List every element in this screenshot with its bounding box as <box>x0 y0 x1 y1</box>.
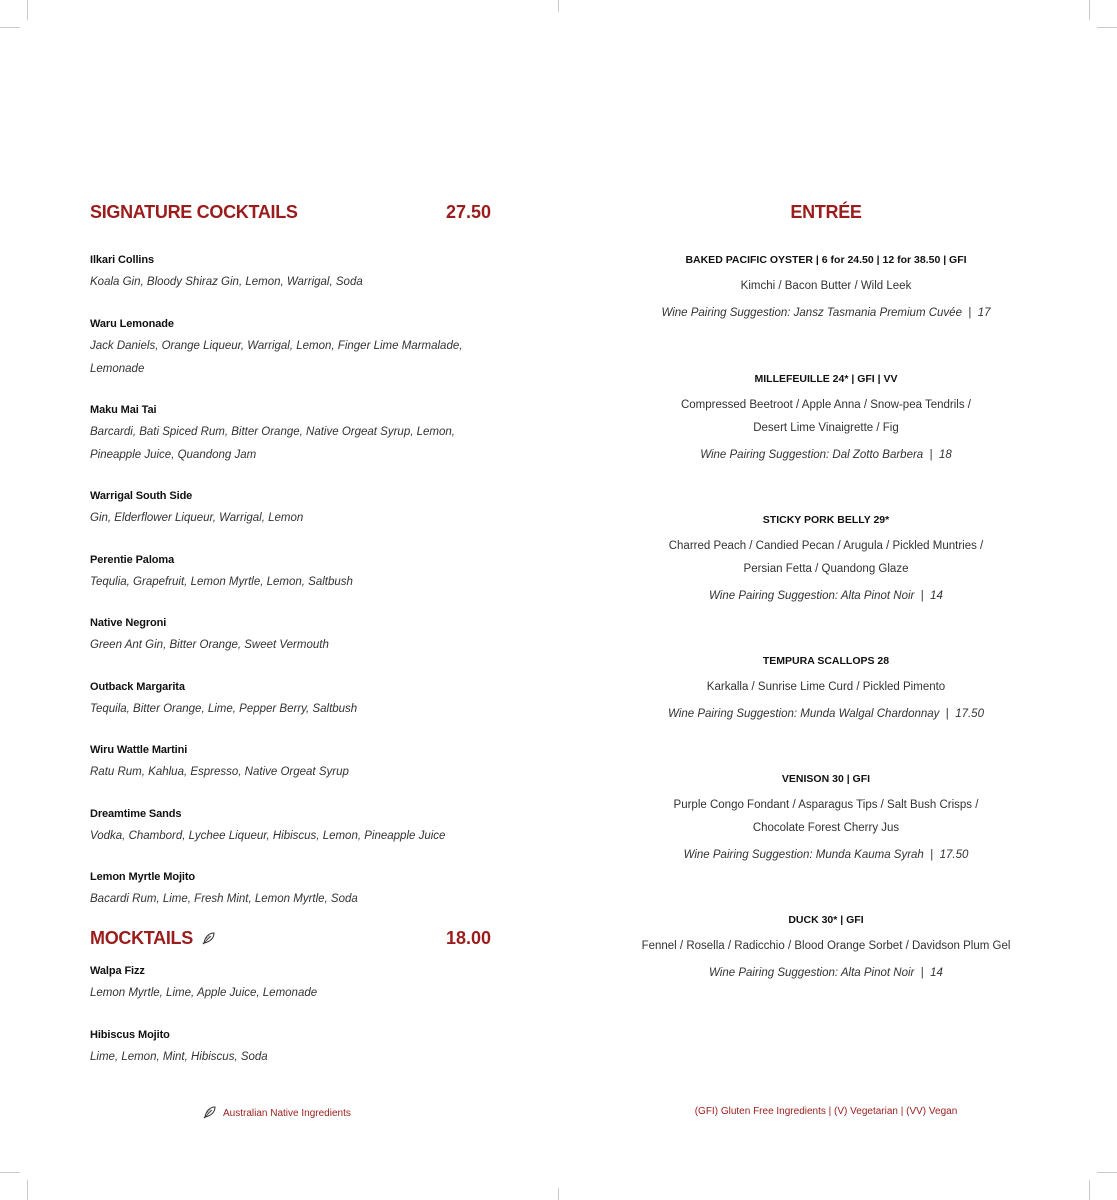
cocktail-ingredients: Koala Gin, Bloody Shiraz Gin, Lemon, Warrigal, Soda <box>90 276 363 288</box>
cocktail-item <box>90 807 490 848</box>
wine-pairing-text: Wine Pairing Suggestion: Dal Zotto Barbera <box>700 449 924 461</box>
mocktail-ingredients: Lime, Lemon, Mint, Hibiscus, Soda <box>90 1051 268 1063</box>
cocktail-ingredients: Green Ant Gin, Bitter Orange, Sweet Vermouth <box>90 639 329 651</box>
mocktail-name: Hibiscus Mojito <box>90 1029 170 1041</box>
cocktail-name: Wiru Wattle Martini <box>90 744 188 756</box>
mocktail-item <box>90 1028 490 1069</box>
wine-pairing-price: 17.50 <box>939 849 969 861</box>
dish-description: Charred Peach / Candied Pecan / Arugula / Pickled Muntries / Persian Fetta / Quandong Glaze <box>668 540 984 575</box>
cocktail-ingredients: Jack Daniels, Orange Liqueur, Warrigal, Lemon, Finger Lime Marmalade, Lemonade <box>90 340 463 375</box>
mocktails-price: 18.00 <box>446 928 492 948</box>
cocktail-item <box>90 489 490 530</box>
dish-wine-pairing: Wine Pairing Suggestion: Alta Pinot Noir | 14 <box>709 967 943 979</box>
mocktails-heading: MOCKTAILS <box>90 928 193 948</box>
cocktail-item <box>90 553 490 594</box>
dish-wine-pairing: Wine Pairing Suggestion: Munda Walgal Chardonnay | 17.50 <box>668 708 984 720</box>
dietary-legend: (GFI) Gluten Free Ingredients | (V) Vegetarian | (VV) Vegan <box>694 1106 958 1117</box>
cocktail-item <box>90 680 490 721</box>
entree-column <box>600 0 1052 1200</box>
crop-mark-top-center <box>558 0 559 12</box>
wine-pairing-price: 14 <box>930 967 943 979</box>
dish-title: DUCK 30* | GFI <box>788 914 864 926</box>
cocktail-ingredients: Vodka, Chambord, Lychee Liqueur, Hibiscus, Lemon, Pineapple Juice <box>90 830 446 842</box>
cocktail-ingredients: Ratu Rum, Kahlua, Espresso, Native Orgeat Syrup <box>90 766 349 778</box>
wine-pairing-text: Wine Pairing Suggestion: Jansz Tasmania Premium Cuvée <box>661 307 962 319</box>
crop-mark-top-left <box>27 0 28 20</box>
cocktail-item <box>90 870 490 911</box>
signature-cocktails-price: 27.50 <box>446 202 492 222</box>
dish-title: MILLEFEUILLE 24* | GFI | VV <box>754 373 898 385</box>
cocktail-ingredients: Tequila, Bitter Orange, Lime, Pepper Berry, Saltbush <box>90 703 358 715</box>
cocktail-ingredients: Barcardi, Bati Spiced Rum, Bitter Orange, Native Orgeat Syrup, Lemon, Pineapple Juice, Quandong Jam <box>90 426 455 461</box>
cocktail-name: Dreamtime Sands <box>90 808 182 820</box>
cocktail-ingredients: Bacardi Rum, Lime, Fresh Mint, Lemon Myrtle, Soda <box>90 893 358 905</box>
crop-mark-bottom-center <box>558 1188 559 1200</box>
dish-description: Fennel / Rosella / Radicchio / Blood Orange Sorbet / Davidson Plum Gel <box>641 940 1011 952</box>
entree-heading: ENTRÉE <box>790 202 862 222</box>
wine-pairing-price: 18 <box>938 449 952 461</box>
cocktail-name: Warrigal South Side <box>90 490 193 502</box>
mocktail-ingredients: Lemon Myrtle, Lime, Apple Juice, Lemonade <box>90 987 318 999</box>
mocktail-name: Walpa Fizz <box>90 965 145 977</box>
mocktail-item <box>90 964 490 1005</box>
cocktail-ingredients: Tequlia, Grapefruit, Lemon Myrtle, Lemon, Saltbush <box>90 576 353 588</box>
cocktail-name: Waru Lemonade <box>90 318 174 330</box>
wine-pairing-price: 17 <box>977 307 991 319</box>
cocktail-item <box>90 253 490 294</box>
wine-pairing-price: 14 <box>930 590 943 602</box>
entree-dish <box>600 513 1052 603</box>
dish-wine-pairing: Wine Pairing Suggestion: Jansz Tasmania Premium Cuvée | 17 <box>661 307 991 319</box>
cocktail-item <box>90 317 485 381</box>
crop-mark-bottom-left-h <box>0 1172 20 1173</box>
dish-title: STICKY PORK BELLY 29* <box>762 514 890 526</box>
native-ingredients-label: Australian Native Ingredients <box>223 1108 351 1120</box>
cocktail-name: Native Negroni <box>90 617 167 629</box>
dish-title: BAKED PACIFIC OYSTER | 6 for 24.50 | 12 for 38.50 | GFI <box>685 254 967 266</box>
dish-wine-pairing: Wine Pairing Suggestion: Dal Zotto Barbera | 18 <box>700 449 952 461</box>
crop-mark-bottom-left <box>27 1180 28 1200</box>
wine-pairing-text: Wine Pairing Suggestion: Munda Walgal Chardonnay <box>668 708 940 720</box>
entree-dish <box>600 913 1052 980</box>
leaf-icon <box>202 929 216 950</box>
wine-pairing-text: Wine Pairing Suggestion: Alta Pinot Noir <box>709 590 915 602</box>
cocktail-name: Outback Margarita <box>90 681 185 693</box>
cocktail-item <box>90 403 485 467</box>
cocktail-name: Maku Mai Tai <box>90 404 157 416</box>
crop-mark-bottom-right-h <box>1097 1172 1117 1173</box>
cocktail-name: Perentie Paloma <box>90 554 175 566</box>
dish-wine-pairing: Wine Pairing Suggestion: Munda Kauma Syrah | 17.50 <box>683 849 969 861</box>
cocktail-ingredients: Gin, Elderflower Liqueur, Warrigal, Lemon <box>90 512 304 524</box>
crop-mark-bottom-right <box>1089 1180 1090 1200</box>
entree-dish <box>600 253 1052 320</box>
entree-dish <box>600 372 1052 462</box>
wine-pairing-text: Wine Pairing Suggestion: Alta Pinot Noir <box>709 967 915 979</box>
leaf-icon <box>203 1105 217 1122</box>
crop-mark-top-right <box>1089 0 1090 20</box>
signature-cocktails-heading: SIGNATURE COCKTAILS <box>90 202 298 222</box>
dish-description: Compressed Beetroot / Apple Anna / Snow-pea Tendrils / Desert Lime Vinaigrette / Fig <box>680 399 971 434</box>
dish-description: Kimchi / Bacon Butter / Wild Leek <box>740 280 912 292</box>
dish-description: Purple Congo Fondant / Asparagus Tips / Salt Bush Crisps / Chocolate Forest Cherry Jus <box>673 799 979 834</box>
native-ingredients-note <box>203 1105 351 1122</box>
crop-mark-top-left-h <box>0 27 20 28</box>
crop-mark-top-right-h <box>1097 27 1117 28</box>
entree-dish <box>600 772 1052 862</box>
wine-pairing-text: Wine Pairing Suggestion: Munda Kauma Syrah <box>683 849 924 861</box>
cocktail-name: Lemon Myrtle Mojito <box>90 871 196 883</box>
wine-pairing-price: 17.50 <box>955 708 984 720</box>
dish-title: TEMPURA SCALLOPS 28 <box>762 655 890 667</box>
cocktail-name: Ilkari Collins <box>90 254 155 266</box>
entree-dish <box>600 654 1052 721</box>
cocktail-item <box>90 616 490 657</box>
mocktails-heading-row <box>90 928 216 950</box>
dish-title: VENISON 30 | GFI <box>781 773 871 785</box>
cocktail-item <box>90 743 490 784</box>
dish-wine-pairing: Wine Pairing Suggestion: Alta Pinot Noir | 14 <box>709 590 943 602</box>
dish-description: Karkalla / Sunrise Lime Curd / Pickled Pimento <box>706 681 946 693</box>
